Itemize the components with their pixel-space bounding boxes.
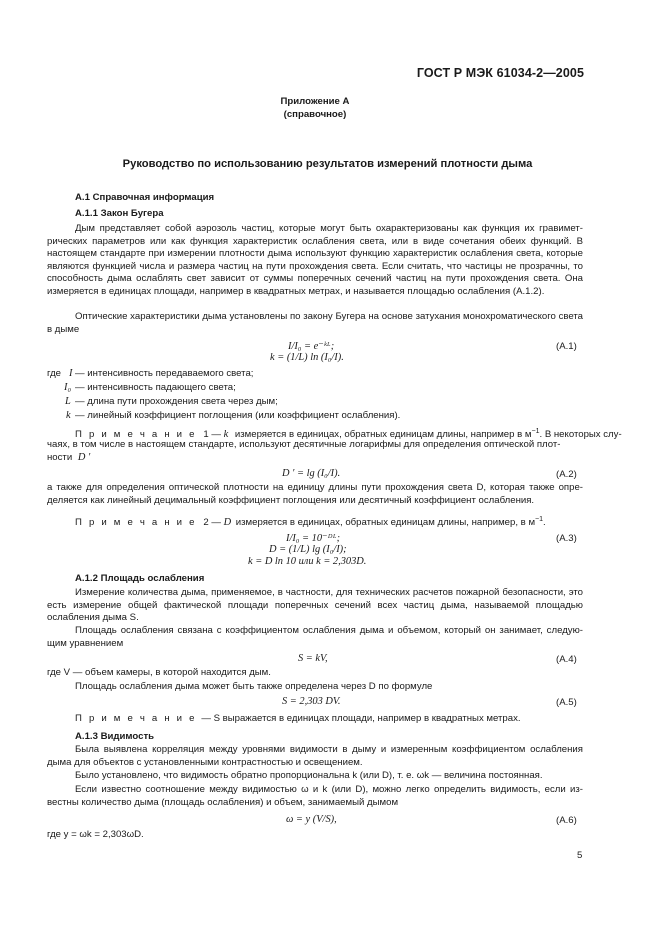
appendix-label: Приложение А xyxy=(280,96,350,107)
paragraph-area-by-d: Площадь ослабления дыма может быть также определена через D по формуле xyxy=(75,681,433,692)
equation-number-a6: (А.6) xyxy=(556,815,577,826)
equation-a4: S = kV, xyxy=(298,653,328,664)
paragraph-visibility-inverse: Было установлено, что видимость обратно пропорциональна k (или D), т. е. ωk — величина постоянная. xyxy=(75,770,543,781)
equation-a6: ω = y (V/S), xyxy=(286,814,337,825)
section-heading-a11: А.1.1 Закон Бугера xyxy=(75,208,164,219)
equation-a1-line2: k = (1/L) ln (I₀/I). xyxy=(270,352,344,363)
paragraph-intro xyxy=(47,223,583,299)
equation-a2: D ′ = lg (I₀/I). xyxy=(282,468,341,479)
section-heading-a1: А.1 Справочная информация xyxy=(75,192,215,203)
equation-number-a3: (А.3) xyxy=(556,533,577,544)
paragraph-visibility-correlation: Была выявлена корреляция между уровнями видимости в дыму и измеренным коэффициентом ослабления дыма для объектов с установленными контрастностью и освещением. xyxy=(47,744,583,768)
equation-number-a4: (А.4) xyxy=(556,654,577,665)
note-3: П р и м е ч а н и е — S выражается в единицах площади, например в квадратных метрах. xyxy=(75,713,521,724)
where-visibility: где y = ωk = 2,303ωD. xyxy=(47,829,144,840)
appendix-title: Руководство по использованию результатов измерений плотности дыма xyxy=(122,158,533,170)
equation-number-a1: (А.1) xyxy=(556,341,577,352)
equation-a3-line1: I/I₀ = 10⁻ᴰᴸ; xyxy=(286,533,341,544)
section-heading-a13: А.1.3 Видимость xyxy=(75,731,155,742)
paragraph-intro-rest: рических параметров или как функция характеристик ослабления света, или в виде сочетания обеих функций. В настоящем стандарте при измерении плотности дыма используют функцию характеристик ослабления света, которые являются функцией числа и размера частиц на пути прохождения света. Если считать, что частицы не прозрачны, то способность дыма ослаблять свет зависит от суммы поперечных сечений частиц на пути прохождения света. Она измеряется в единицах площади, например в квадратных метрах, и называется площадью ослабления (А.1.2). xyxy=(47,235,583,297)
equation-a3-line2: D = (1/L) lg (I₀/I); xyxy=(269,544,347,555)
paragraph-attenuation-area: Площадь ослабления связана с коэффициентом ослабления дыма и объемом, который он занимает, следую-щим уравнением xyxy=(47,625,583,649)
section-heading-a12: А.1.2 Площадь ослабления xyxy=(75,573,205,584)
note-1-cont: чаях, в том числе в настоящем стандарте, используют десятичные логарифмы для определения оптической плот- xyxy=(47,439,561,450)
equation-a3-line3: k = D ln 10 или k = 2,303D. xyxy=(248,556,367,567)
equation-number-a5: (А.5) xyxy=(556,697,577,708)
paragraph-smoke-quantity: Измерение количества дыма, применяемое, в частности, для технических расчетов пожарной безопасности, это есть измерение общей фактической площади поперечных сечений всех частиц дыма, называемой площадью ослабления дыма S. xyxy=(47,587,583,624)
page-number: 5 xyxy=(577,850,583,861)
paragraph-visibility-known: Если известно соотношение между видимостью ω и k (или D), можно легко определить видимость, если из-вестны количество дыма (площадь ослабления) и объем, занимаемый дымом xyxy=(47,784,583,808)
note-1-last: ности D ′ xyxy=(47,452,91,463)
paragraph-intro-line1: Дым представляет собой аэрозоль частиц, которые могут быть охарактеризованы как функция их гравимет- xyxy=(75,223,583,234)
equation-a5: S = 2,303 DV. xyxy=(282,696,341,707)
document-number: ГОСТ Р МЭК 61034-2—2005 xyxy=(416,66,584,80)
where-list: где I — интенсивность передаваемого света; I₀ — интенсивность падающего света; L — длина пути прохождения света через дым; k — линейный коэффициент поглощения (или коэффициент ослабления). xyxy=(47,368,401,421)
where-volume: где V — объем камеры, в которой находится дым. xyxy=(47,667,271,678)
equation-a1-line1: I/I₀ = e⁻ᵏᴸ; xyxy=(288,341,335,352)
paragraph-optical-density: а также для определения оптической плотности на единицу длины пути прохождения света D, которая также опре-деляется как линейный децимальный коэффициент поглощения или десятичный коэффициент ослабления. xyxy=(47,482,583,506)
equation-number-a2: (А.2) xyxy=(556,469,577,480)
paragraph-bouguer: Оптические характеристики дыма установлены по закону Бугера на основе затухания монохроматического света в дыме xyxy=(47,311,583,335)
note-2: П р и м е ч а н и е 2 — D измеряется в единицах, обратных единицам длины, например, в $м^{-1}$. xyxy=(75,516,546,529)
note-1: П р и м е ч а н и е 1 — k измеряется в единицах, обратных единицам длины, например в $м^{-1}$. В некоторых слу- xyxy=(75,428,622,441)
appendix-type: (справочное) xyxy=(283,109,347,120)
